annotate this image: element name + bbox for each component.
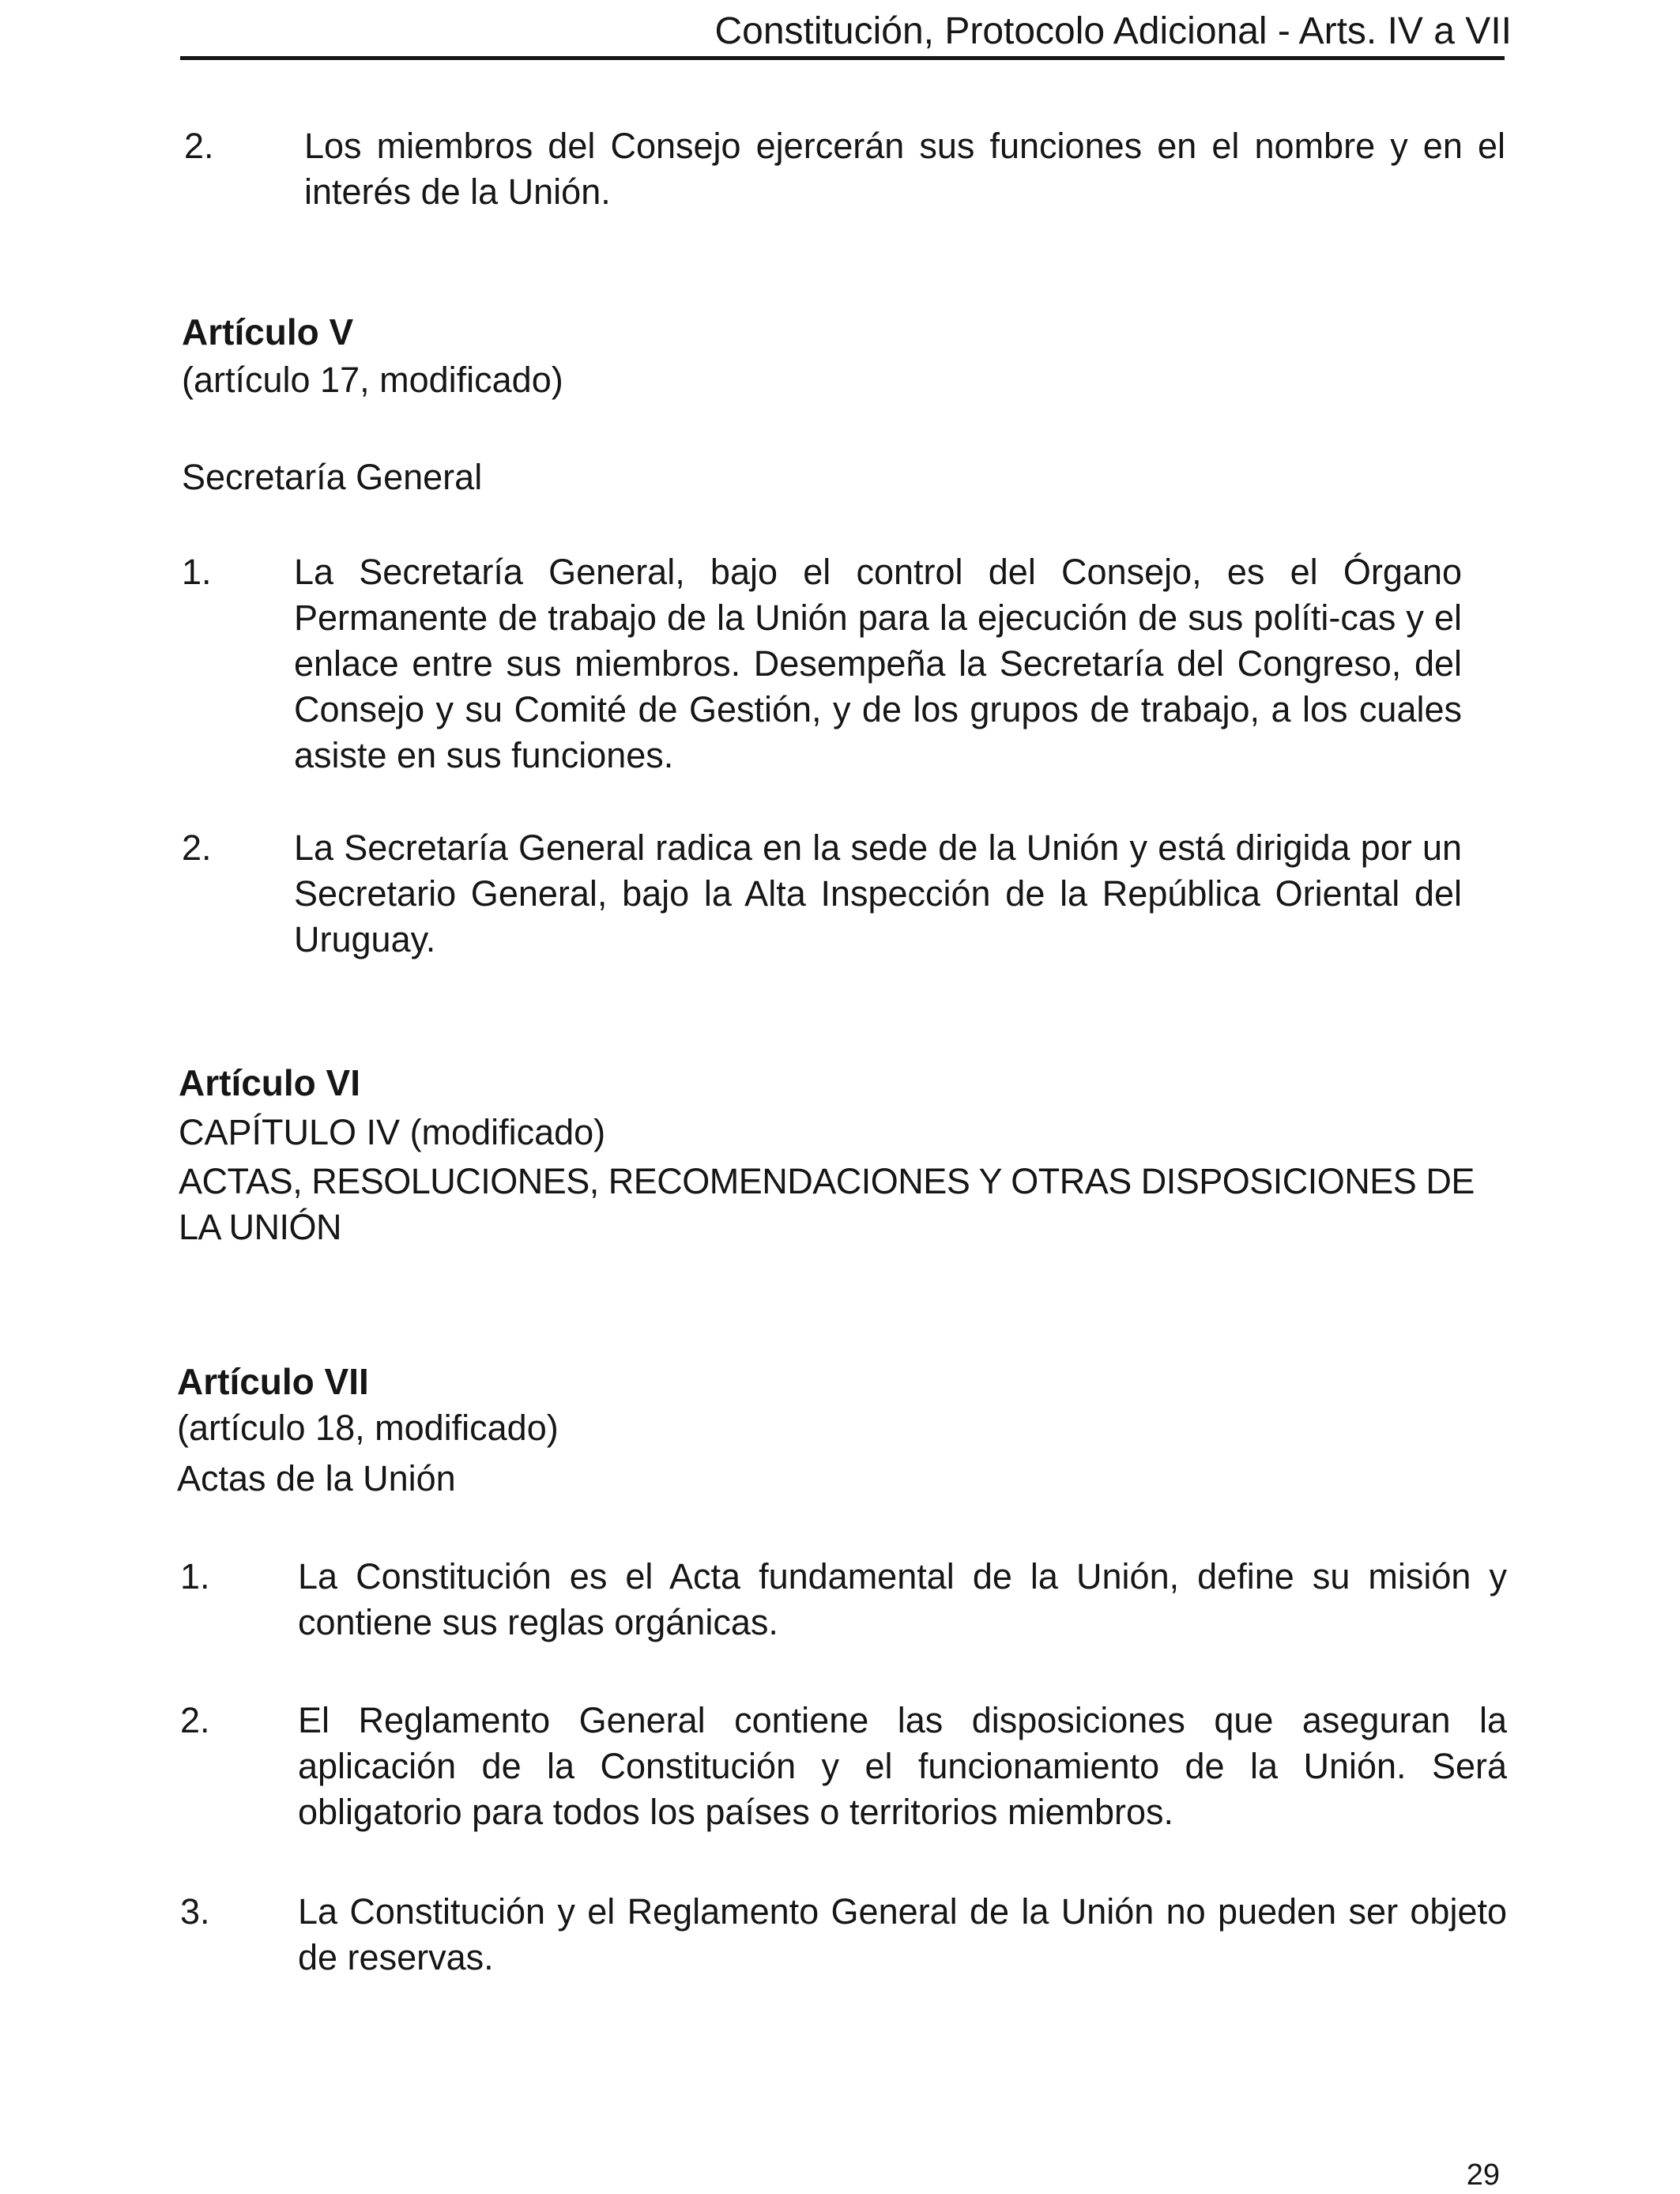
article-v-title: Artículo V xyxy=(182,311,354,352)
article-v-item-2-number: 2. xyxy=(182,827,212,868)
article-v-reference: (artículo 17, modificado) xyxy=(182,360,563,400)
article-v-subtitle: Secretaría General xyxy=(182,457,483,497)
intro-item-text: Los miembros del Consejo ejercerán sus funciones en el nombre y en el interés de la Unión. xyxy=(304,126,1505,212)
article-vii-item-3-text: La Constitución y el Reglamento General de la Unión no pueden ser objeto de reservas. xyxy=(298,1891,1507,1977)
article-v-item-1-number: 1. xyxy=(182,552,212,592)
article-v-item-1-text: La Secretaría General, bajo el control del Consejo, es el Órgano Permanente de trabajo de la Unión para la ejecución de sus políti-cas y el enlace entre sus miembros. Desempeña la Secretaría del Congreso, del Consejo y su Comité de Gestión, y de los grupos de trabajo, a los cuales asiste en sus funciones. xyxy=(294,552,1462,775)
article-vi-chapter: CAPÍTULO IV (modificado) xyxy=(179,1112,606,1152)
page-number: 29 xyxy=(1466,2158,1500,2192)
article-vii-title: Artículo VII xyxy=(177,1361,369,1402)
header-rule xyxy=(180,56,1505,60)
running-header: Constitución, Protocolo Adicional - Arts. IV a VII xyxy=(714,10,1512,52)
article-vii-item-1-number: 1. xyxy=(180,1556,210,1596)
article-vii-item-2-text: El Reglamento General contiene las disposiciones que aseguran la aplicación de la Constitución y el funcionamiento de la Unión. Será obligatorio para todos los países o territorios miembros. xyxy=(298,1700,1507,1832)
article-vii-item-2-number: 2. xyxy=(180,1700,210,1740)
article-vii-item-1-text: La Constitución es el Acta fundamental de la Unión, define su misión y contiene sus reglas orgánicas. xyxy=(298,1556,1507,1642)
article-vii-reference: (artículo 18, modificado) xyxy=(177,1408,559,1448)
article-vii-subtitle: Actas de la Unión xyxy=(177,1458,456,1498)
article-vi-heading: ACTAS, RESOLUCIONES, RECOMENDACIONES Y OTRAS DISPOSICIONES DE LA UNIÓN xyxy=(179,1161,1475,1247)
article-vii-item-3-number: 3. xyxy=(180,1891,210,1932)
intro-item-number: 2. xyxy=(184,126,214,166)
article-v-item-2-text: La Secretaría General radica en la sede de la Unión y está dirigida por un Secretario General, bajo la Alta Inspección de la República Oriental del Uruguay. xyxy=(294,827,1462,959)
article-vi-title: Artículo VI xyxy=(179,1062,361,1103)
